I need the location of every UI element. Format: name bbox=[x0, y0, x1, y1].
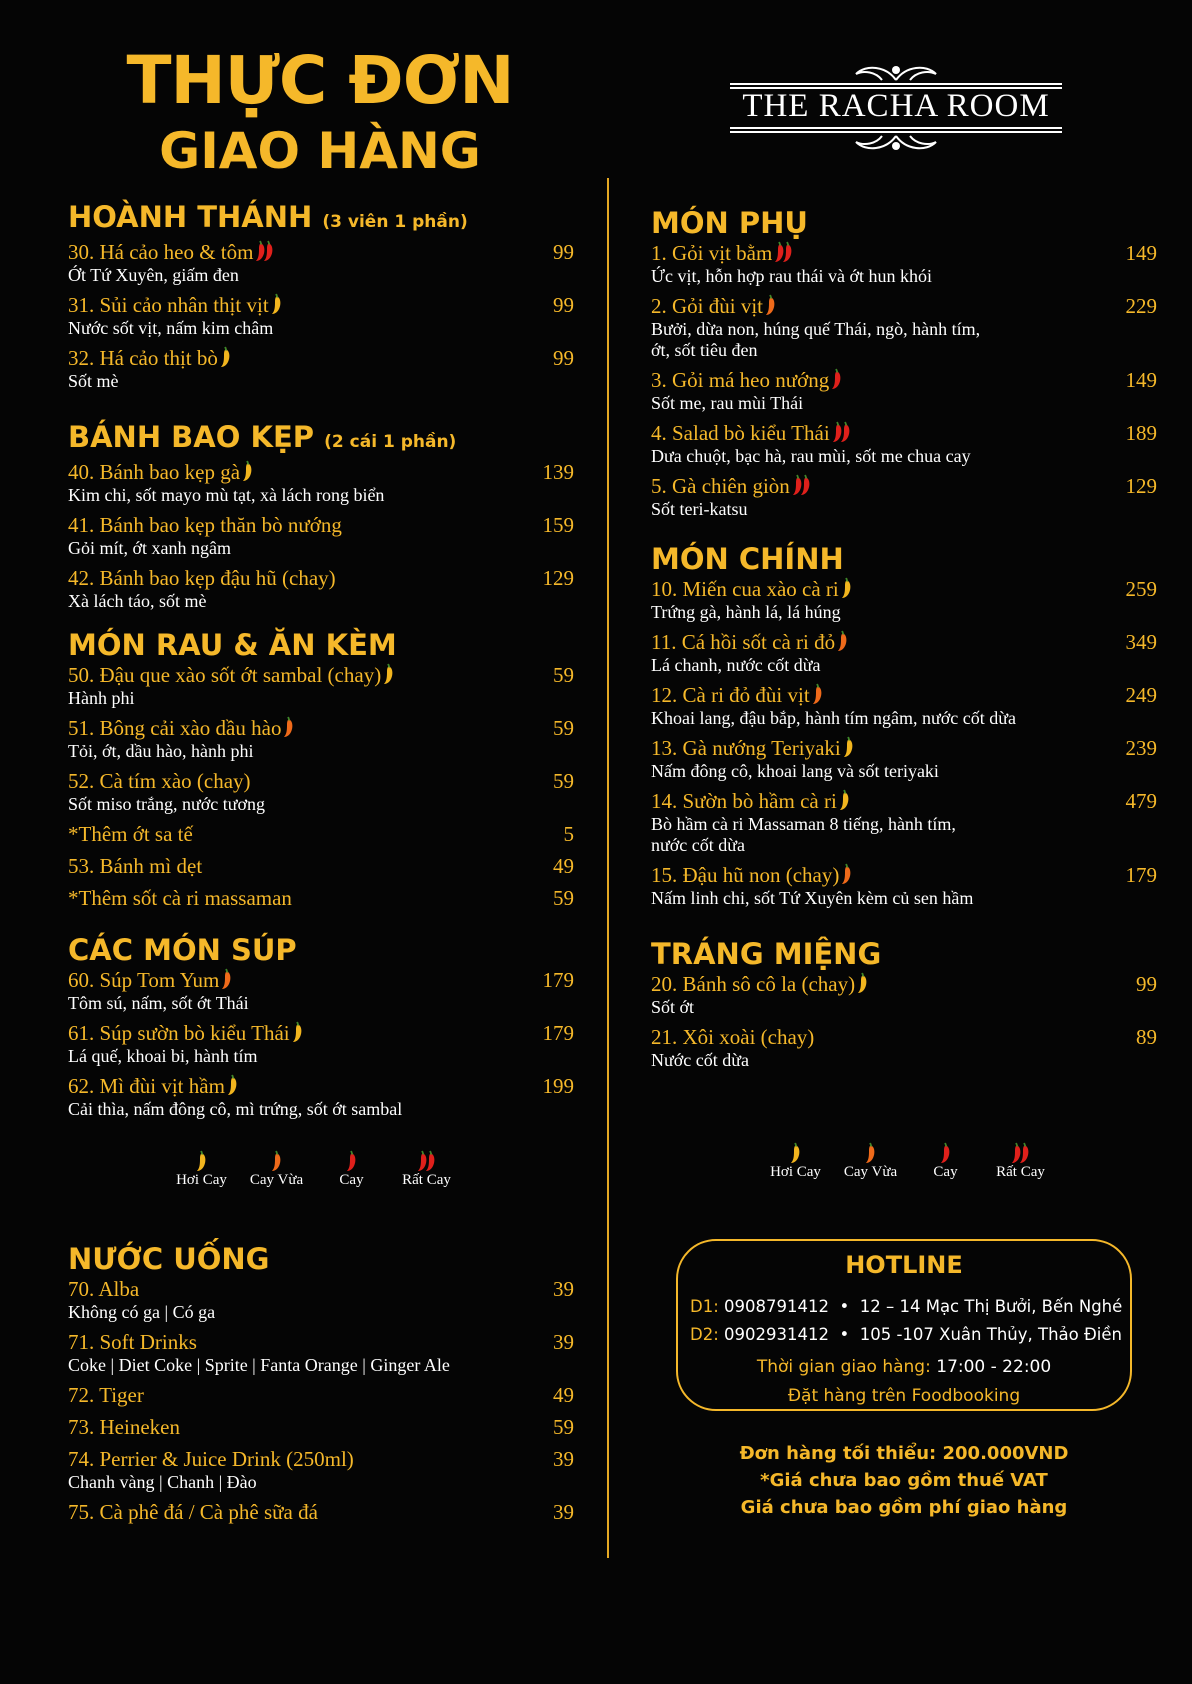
chili-icon bbox=[814, 683, 822, 711]
section-title: NƯỚC UỐNG bbox=[68, 1242, 270, 1276]
section-title bbox=[651, 542, 1157, 576]
item-price: 49 bbox=[553, 1383, 574, 1407]
chili-icon bbox=[222, 346, 230, 374]
chili-icon bbox=[841, 789, 849, 817]
item-description: Không có ga | Có ga bbox=[68, 1302, 216, 1322]
menu-item bbox=[68, 459, 574, 506]
menu-item-row bbox=[651, 240, 1157, 266]
item-name: 30. Há cảo heo & tôm bbox=[68, 240, 254, 264]
hotline-box bbox=[676, 1239, 1132, 1411]
branch-d1 bbox=[690, 1297, 1122, 1316]
section-title bbox=[651, 206, 1157, 240]
chili-icon bbox=[833, 368, 841, 396]
item-price: 99 bbox=[1136, 972, 1157, 996]
item-price: 59 bbox=[553, 716, 574, 740]
item-price: 49 bbox=[553, 854, 574, 878]
legend-item-cay-vua bbox=[239, 1142, 314, 1189]
menu-item bbox=[68, 715, 574, 762]
item-description: Sốt teri-katsu bbox=[651, 499, 748, 519]
menu-item-row bbox=[651, 367, 1157, 393]
menu-item bbox=[651, 367, 1157, 414]
legend-label: Cay bbox=[339, 1172, 364, 1188]
item-price: 149 bbox=[1125, 368, 1157, 392]
chili-icon bbox=[257, 240, 273, 268]
menu-item-row bbox=[68, 459, 574, 485]
menu-item bbox=[68, 885, 574, 911]
item-name: 74. Perrier & Juice Drink (250ml) bbox=[68, 1447, 354, 1471]
chili-icon bbox=[845, 736, 853, 764]
menu-item bbox=[651, 576, 1157, 623]
delivery-fee-note: Giá chưa bao gồm phí giao hàng bbox=[740, 1497, 1068, 1518]
menu-item-row bbox=[68, 1329, 574, 1355]
menu-item bbox=[651, 1024, 1157, 1071]
item-description: Khoai lang, đậu bắp, hành tím ngâm, nước cốt dừa bbox=[651, 708, 1016, 728]
chili-icon bbox=[839, 630, 847, 658]
menu-item-row bbox=[68, 345, 574, 371]
legend-item-hoi-cay bbox=[164, 1142, 239, 1189]
item-price: 39 bbox=[553, 1447, 574, 1471]
item-price: 129 bbox=[1125, 474, 1157, 498]
menu-item bbox=[68, 1446, 574, 1493]
section-title-text: BÁNH BAO KẸP bbox=[68, 420, 315, 454]
menu-section bbox=[68, 628, 574, 911]
item-description: Ức vịt, hỗn hợp rau thái và ớt hun khói bbox=[651, 266, 932, 286]
branch-address: 105 -107 Xuân Thủy, Thảo Điền bbox=[859, 1325, 1122, 1344]
item-description: Sốt ớt bbox=[651, 997, 695, 1017]
chili-icon bbox=[244, 460, 252, 488]
item-name: 62. Mì đùi vịt hầm bbox=[68, 1074, 225, 1098]
menu-item-row bbox=[68, 292, 574, 318]
legend-label: Rất Cay bbox=[402, 1172, 451, 1188]
item-name: 71. Soft Drinks bbox=[68, 1330, 197, 1354]
section-note: (3 viên 1 phần) bbox=[322, 212, 468, 232]
menu-item-row bbox=[68, 768, 574, 794]
legend-item-cay-vua bbox=[833, 1134, 908, 1181]
item-description: Ớt Tứ Xuyên, giấm đen bbox=[68, 265, 239, 285]
chili-icon bbox=[389, 1142, 464, 1172]
item-description: Chanh vàng | Chanh | Đào bbox=[68, 1472, 257, 1492]
item-name: 1. Gỏi vịt bằm bbox=[651, 241, 773, 265]
item-description: nước cốt dừa bbox=[651, 835, 745, 855]
menu-item bbox=[68, 565, 574, 612]
menu-item bbox=[68, 821, 574, 847]
menu-item-row bbox=[68, 1382, 574, 1408]
brand-logo bbox=[726, 58, 1066, 160]
menu-item-row bbox=[68, 565, 574, 591]
item-description: Tôm sú, nấm, sốt ớt Thái bbox=[68, 993, 249, 1013]
chili-icon bbox=[833, 1134, 908, 1164]
item-name: 52. Cà tím xào (chay) bbox=[68, 769, 251, 793]
menu-item-row bbox=[651, 682, 1157, 708]
section-title-text: HOÀNH THÁNH bbox=[68, 200, 313, 234]
item-name: 60. Súp Tom Yum bbox=[68, 968, 220, 992]
menu-item bbox=[68, 853, 574, 879]
menu-item bbox=[651, 293, 1157, 361]
menu-section bbox=[68, 200, 574, 392]
chili-icon bbox=[229, 1074, 237, 1102]
section-title bbox=[68, 628, 574, 662]
chili-icon bbox=[285, 716, 293, 744]
chili-icon bbox=[834, 421, 850, 449]
menu-item-row bbox=[68, 967, 574, 993]
item-price: 479 bbox=[1125, 789, 1157, 813]
item-price: 59 bbox=[553, 769, 574, 793]
item-description: Bưởi, dừa non, húng quế Thái, ngò, hành tím, bbox=[651, 319, 981, 339]
section-title bbox=[68, 933, 574, 967]
item-description: Tỏi, ớt, dầu hào, hành phi bbox=[68, 741, 254, 761]
item-description: Sốt me, rau mùi Thái bbox=[651, 393, 804, 413]
branch-phone[interactable]: 0908791412 bbox=[724, 1297, 829, 1316]
item-name: 72. Tiger bbox=[68, 1383, 144, 1407]
footer-notes bbox=[676, 1440, 1132, 1521]
chili-icon bbox=[164, 1142, 239, 1172]
menu-item bbox=[651, 788, 1157, 856]
item-name: *Thêm sốt cà ri massaman bbox=[68, 886, 292, 910]
section-note: (2 cái 1 phần) bbox=[324, 432, 457, 452]
item-description: Nấm linh chi, sốt Tứ Xuyên kèm củ sen hầm bbox=[651, 888, 974, 908]
chili-icon bbox=[843, 863, 851, 891]
menu-item bbox=[68, 768, 574, 815]
menu-item bbox=[651, 240, 1157, 287]
menu-section bbox=[68, 420, 574, 612]
menu-item-row bbox=[68, 1446, 574, 1472]
section-title-text: CÁC MÓN SÚP bbox=[68, 933, 297, 967]
item-name: 42. Bánh bao kẹp đậu hũ (chay) bbox=[68, 566, 336, 590]
drink-list bbox=[68, 1276, 574, 1525]
item-price: 179 bbox=[542, 968, 574, 992]
menu-item bbox=[68, 345, 574, 392]
item-name: 5. Gà chiên giòn bbox=[651, 474, 790, 498]
item-price: 179 bbox=[1125, 863, 1157, 887]
chili-icon bbox=[794, 474, 810, 502]
item-description: Nước cốt dừa bbox=[651, 1050, 749, 1070]
menu-item-row bbox=[68, 821, 574, 847]
menu-section bbox=[651, 542, 1157, 909]
chili-icon bbox=[385, 663, 393, 691]
hotline-title: HOTLINE bbox=[845, 1251, 963, 1279]
item-name: 41. Bánh bao kẹp thăn bò nướng bbox=[68, 513, 342, 537]
menu-item bbox=[68, 1414, 574, 1440]
item-name: 10. Miến cua xào cà ri bbox=[651, 577, 839, 601]
item-description: Xà lách táo, sốt mè bbox=[68, 591, 207, 611]
item-description: Coke | Diet Coke | Sprite | Fanta Orange | Ginger Ale bbox=[68, 1355, 450, 1375]
item-name: 20. Bánh sô cô la (chay) bbox=[651, 972, 856, 996]
item-name: 73. Heineken bbox=[68, 1415, 180, 1439]
bullet-icon: • bbox=[834, 1325, 855, 1344]
chili-icon bbox=[908, 1134, 983, 1164]
chili-icon bbox=[314, 1142, 389, 1172]
branch-label: D2: bbox=[690, 1325, 719, 1344]
item-price: 59 bbox=[553, 886, 574, 910]
menu-item-row bbox=[68, 662, 574, 688]
menu-item-row bbox=[651, 293, 1157, 319]
menu-item-row bbox=[651, 788, 1157, 814]
item-name: 11. Cá hồi sốt cà ri đỏ bbox=[651, 630, 836, 654]
menu-item-row bbox=[651, 629, 1157, 655]
item-price: 99 bbox=[553, 240, 574, 264]
menu-item-row bbox=[68, 853, 574, 879]
item-price: 229 bbox=[1125, 294, 1157, 318]
item-name: 51. Bông cải xào dầu hào bbox=[68, 716, 282, 740]
menu-item bbox=[68, 1276, 574, 1323]
chili-icon bbox=[767, 294, 775, 322]
menu-item-row bbox=[68, 1499, 574, 1525]
item-price: 39 bbox=[553, 1330, 574, 1354]
section-title-text: MÓN PHỤ bbox=[651, 206, 808, 240]
menu-item bbox=[68, 662, 574, 709]
delivery-label: Thời gian giao hàng: bbox=[756, 1357, 931, 1377]
item-description: Sốt miso trắng, nước tương bbox=[68, 794, 266, 814]
menu-item bbox=[68, 1020, 574, 1067]
item-description: Nấm đông cô, khoai lang và sốt teriyaki bbox=[651, 761, 939, 781]
item-name: 4. Salad bò kiểu Thái bbox=[651, 421, 830, 445]
menu-item-row bbox=[68, 1073, 574, 1099]
menu-item bbox=[651, 420, 1157, 467]
legend-label: Rất Cay bbox=[996, 1164, 1045, 1180]
menu-item bbox=[68, 967, 574, 1014]
menu-item bbox=[68, 239, 574, 286]
item-price: 349 bbox=[1125, 630, 1157, 654]
menu-item bbox=[651, 682, 1157, 729]
menu-section bbox=[68, 933, 574, 1120]
branch-phone[interactable]: 0902931412 bbox=[724, 1325, 829, 1344]
menu-item-row bbox=[651, 576, 1157, 602]
menu-item bbox=[68, 1382, 574, 1408]
menu-item-row bbox=[651, 862, 1157, 888]
item-description: Gỏi mít, ớt xanh ngâm bbox=[68, 538, 232, 558]
section-title-text: MÓN CHÍNH bbox=[651, 542, 844, 576]
menu-item-row bbox=[651, 420, 1157, 446]
item-name: 70. Alba bbox=[68, 1277, 140, 1301]
menu-item bbox=[651, 971, 1157, 1018]
item-price: 249 bbox=[1125, 683, 1157, 707]
menu-item-row bbox=[68, 1414, 574, 1440]
menu-item-row bbox=[651, 971, 1157, 997]
vat-note: *Giá chưa bao gồm thuế VAT bbox=[760, 1470, 1048, 1491]
section-title-text: TRÁNG MIỆNG bbox=[651, 937, 882, 971]
item-description: Sốt mè bbox=[68, 371, 119, 391]
item-name: 31. Sủi cảo nhân thịt vịt bbox=[68, 293, 269, 317]
item-description: Lá quế, khoai bi, hành tím bbox=[68, 1046, 258, 1066]
legend-label: Cay Vừa bbox=[249, 1172, 304, 1188]
branch-d2 bbox=[690, 1325, 1122, 1344]
menu-item bbox=[651, 629, 1157, 676]
item-price: 179 bbox=[542, 1021, 574, 1045]
item-price: 139 bbox=[542, 460, 574, 484]
menu-item bbox=[68, 1073, 574, 1120]
item-name: 61. Súp sườn bò kiểu Thái bbox=[68, 1021, 290, 1045]
delivery-hours: 17:00 - 22:00 bbox=[936, 1357, 1052, 1377]
item-price: 259 bbox=[1125, 577, 1157, 601]
item-description: Lá chanh, nước cốt dừa bbox=[651, 655, 821, 675]
branch-address: 12 – 14 Mạc Thị Bưởi, Bến Nghé bbox=[859, 1297, 1123, 1316]
spice-legend-left bbox=[164, 1142, 464, 1189]
item-price: 189 bbox=[1125, 421, 1157, 445]
section-title bbox=[68, 200, 574, 239]
item-name: 21. Xôi xoài (chay) bbox=[651, 1025, 815, 1049]
section-title-text: MÓN RAU & ĂN KÈM bbox=[68, 628, 397, 662]
item-description: Hành phi bbox=[68, 688, 135, 708]
item-name: 3. Gỏi má heo nướng bbox=[651, 368, 830, 392]
item-description: Dưa chuột, bạc hà, rau mùi, sốt me chua cay bbox=[651, 446, 971, 466]
menu-subtitle: GIAO HÀNG bbox=[159, 122, 481, 180]
legend-item-rat-cay bbox=[389, 1142, 464, 1189]
chili-icon bbox=[239, 1142, 314, 1172]
menu-item-row bbox=[651, 735, 1157, 761]
chili-icon bbox=[983, 1134, 1058, 1164]
menu-item bbox=[68, 1499, 574, 1525]
item-description: Nước sốt vịt, nấm kim châm bbox=[68, 318, 274, 338]
item-price: 89 bbox=[1136, 1025, 1157, 1049]
item-price: 5 bbox=[563, 822, 574, 846]
item-price: 239 bbox=[1125, 736, 1157, 760]
item-description: Cải thìa, nấm đông cô, mì trứng, sốt ớt sambal bbox=[68, 1099, 403, 1119]
legend-label: Cay bbox=[933, 1164, 958, 1180]
legend-label: Hơi Cay bbox=[770, 1164, 821, 1180]
menu-section bbox=[651, 937, 1157, 1071]
item-name: 13. Gà nướng Teriyaki bbox=[651, 736, 841, 760]
item-description: Trứng gà, hành lá, lá húng bbox=[651, 602, 841, 622]
menu-item bbox=[651, 862, 1157, 909]
menu-item-row bbox=[651, 1024, 1157, 1050]
item-name: 75. Cà phê đá / Cà phê sữa đá bbox=[68, 1500, 318, 1524]
menu-item bbox=[68, 512, 574, 559]
section-title bbox=[68, 420, 574, 459]
item-description: Kim chi, sốt mayo mù tạt, xà lách rong biển bbox=[68, 485, 385, 505]
menu-item-row bbox=[68, 715, 574, 741]
chili-icon bbox=[758, 1134, 833, 1164]
spice-legend-right bbox=[758, 1134, 1058, 1181]
item-price: 39 bbox=[553, 1277, 574, 1301]
item-price: 129 bbox=[542, 566, 574, 590]
menu-item bbox=[68, 292, 574, 339]
menu-item-row bbox=[68, 1020, 574, 1046]
min-order: Đơn hàng tối thiểu: 200.000VND bbox=[739, 1443, 1069, 1464]
legend-item-cay bbox=[314, 1142, 389, 1189]
item-price: 149 bbox=[1125, 241, 1157, 265]
item-name: 12. Cà ri đỏ đùi vịt bbox=[651, 683, 810, 707]
bullet-icon: • bbox=[834, 1297, 855, 1316]
item-name: *Thêm ớt sa tế bbox=[68, 822, 193, 846]
item-price: 39 bbox=[553, 1500, 574, 1524]
item-price: 199 bbox=[542, 1074, 574, 1098]
item-name: 15. Đậu hũ non (chay) bbox=[651, 863, 840, 887]
item-name: 2. Gỏi đùi vịt bbox=[651, 294, 764, 318]
left-column bbox=[68, 200, 574, 1126]
item-name: 14. Sườn bò hầm cà ri bbox=[651, 789, 837, 813]
branch-label: D1: bbox=[690, 1297, 719, 1316]
menu-item-row bbox=[68, 1276, 574, 1302]
chili-icon bbox=[843, 577, 851, 605]
item-price: 59 bbox=[553, 1415, 574, 1439]
chili-icon bbox=[776, 241, 792, 269]
menu-item bbox=[651, 473, 1157, 520]
item-name: 40. Bánh bao kẹp gà bbox=[68, 460, 241, 484]
legend-label: Cay Vừa bbox=[843, 1164, 898, 1180]
brand-name: THE RACHA ROOM bbox=[742, 88, 1050, 124]
legend-item-hoi-cay bbox=[758, 1134, 833, 1181]
item-description: Bò hầm cà ri Massaman 8 tiếng, hành tím, bbox=[651, 814, 956, 834]
menu-item-row bbox=[68, 239, 574, 265]
column-divider bbox=[607, 178, 609, 1558]
item-price: 59 bbox=[553, 663, 574, 687]
menu-item-row bbox=[68, 512, 574, 538]
item-name: 50. Đậu que xào sốt ớt sambal (chay) bbox=[68, 663, 382, 687]
legend-item-rat-cay bbox=[983, 1134, 1058, 1181]
item-description: ớt, sốt tiêu đen bbox=[651, 340, 758, 360]
menu-item-row bbox=[651, 473, 1157, 499]
section-title bbox=[651, 937, 1157, 971]
menu-item bbox=[68, 1329, 574, 1376]
item-name: 32. Há cảo thịt bò bbox=[68, 346, 218, 370]
item-price: 159 bbox=[542, 513, 574, 537]
menu-item-row bbox=[68, 885, 574, 911]
item-name: 53. Bánh mì dẹt bbox=[68, 854, 203, 878]
chili-icon bbox=[223, 968, 231, 996]
menu-section bbox=[651, 206, 1157, 520]
right-column bbox=[651, 206, 1157, 1077]
chili-icon bbox=[294, 1021, 302, 1049]
chili-icon bbox=[859, 972, 867, 1000]
menu-title: THỰC ĐƠN bbox=[126, 42, 514, 119]
item-price: 99 bbox=[553, 346, 574, 370]
drinks-section bbox=[68, 1242, 574, 1531]
legend-item-cay bbox=[908, 1134, 983, 1181]
chili-icon bbox=[273, 293, 281, 321]
delivery-time bbox=[678, 1357, 1130, 1377]
menu-item bbox=[651, 735, 1157, 782]
item-price: 99 bbox=[553, 293, 574, 317]
legend-label: Hơi Cay bbox=[176, 1172, 227, 1188]
order-note[interactable]: Đặt hàng trên Foodbooking bbox=[787, 1386, 1021, 1406]
